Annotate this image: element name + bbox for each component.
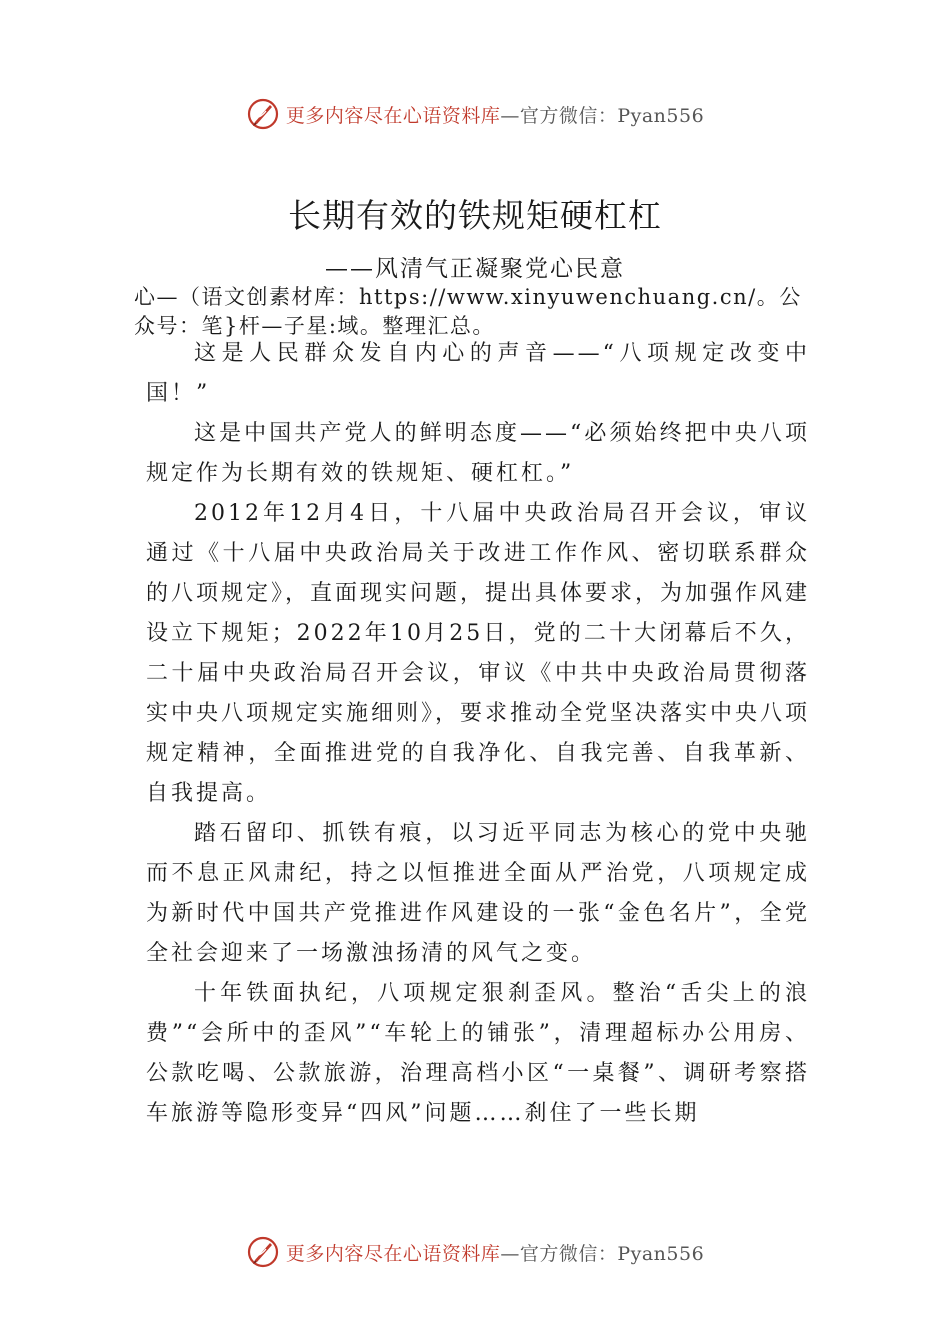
paragraph: 2012年12月4日，十八届中央政治局召开会议，审议通过《十八届中央政治局关于改进工作作风、密切联系群众的八项规定》，直面现实问题，提出具体要求，为加强作风建设立下规矩；2022年10月25日，党的二十大闭幕后不久，二十届中央政治局召开会议，审议《中共中央政治局贯彻落实中央八项规定实施细则》，要求推动全党坚决落实中央八项规定精神，全面推进党的自我净化、自我完善、自我革新、自我提高。	[146, 501, 811, 806]
watermark-text	[286, 101, 704, 128]
document-body	[146, 334, 810, 1134]
document-subtitle: ——风清气正凝聚党心民意	[325, 256, 625, 282]
source-note: 心—（语文创素材库：https://www.xinyuwenchuang.cn/。公众号：笔}杆—子星:域。整理汇总。	[134, 285, 802, 338]
quill-pen-logo-icon	[246, 97, 280, 131]
header-watermark	[0, 94, 950, 134]
watermark-highlight: 更多内容尽在心语资料库	[285, 104, 501, 127]
watermark-text	[286, 1239, 704, 1266]
paragraph: 这是人民群众发自内心的声音——“八项规定改变中国！”	[146, 341, 810, 406]
quill-pen-logo-icon	[246, 1235, 280, 1269]
paragraph: 这是中国共产党人的鲜明态度——“必须始终把中央八项规定作为长期有效的铁规矩、硬杠杠。”	[146, 421, 810, 486]
watermark-contact: —官方微信：Pyan556	[500, 104, 705, 127]
document-title: 长期有效的铁规矩硬杠杠	[288, 196, 662, 235]
watermark-contact: —官方微信：Pyan556	[500, 1242, 705, 1265]
paragraph: 踏石留印、抓铁有痕，以习近平同志为核心的党中央驰而不息正风肃纪，持之以恒推进全面从严治党，八项规定成为新时代中国共产党推进作风建设的一张“金色名片”，全党全社会迎来了一场激浊扬清的风气之变。	[146, 821, 810, 966]
paragraph: 十年铁面执纪，八项规定狠刹歪风。整治“舌尖上的浪费”“会所中的歪风”“车轮上的铺张”，清理超标办公用房、公款吃喝、公款旅游，治理高档小区“一桌餐”、调研考察搭车旅游等隐形变异“四风”问题……刹住了一些长期	[146, 981, 810, 1126]
footer-watermark	[0, 1232, 950, 1272]
watermark-highlight: 更多内容尽在心语资料库	[285, 1242, 501, 1265]
